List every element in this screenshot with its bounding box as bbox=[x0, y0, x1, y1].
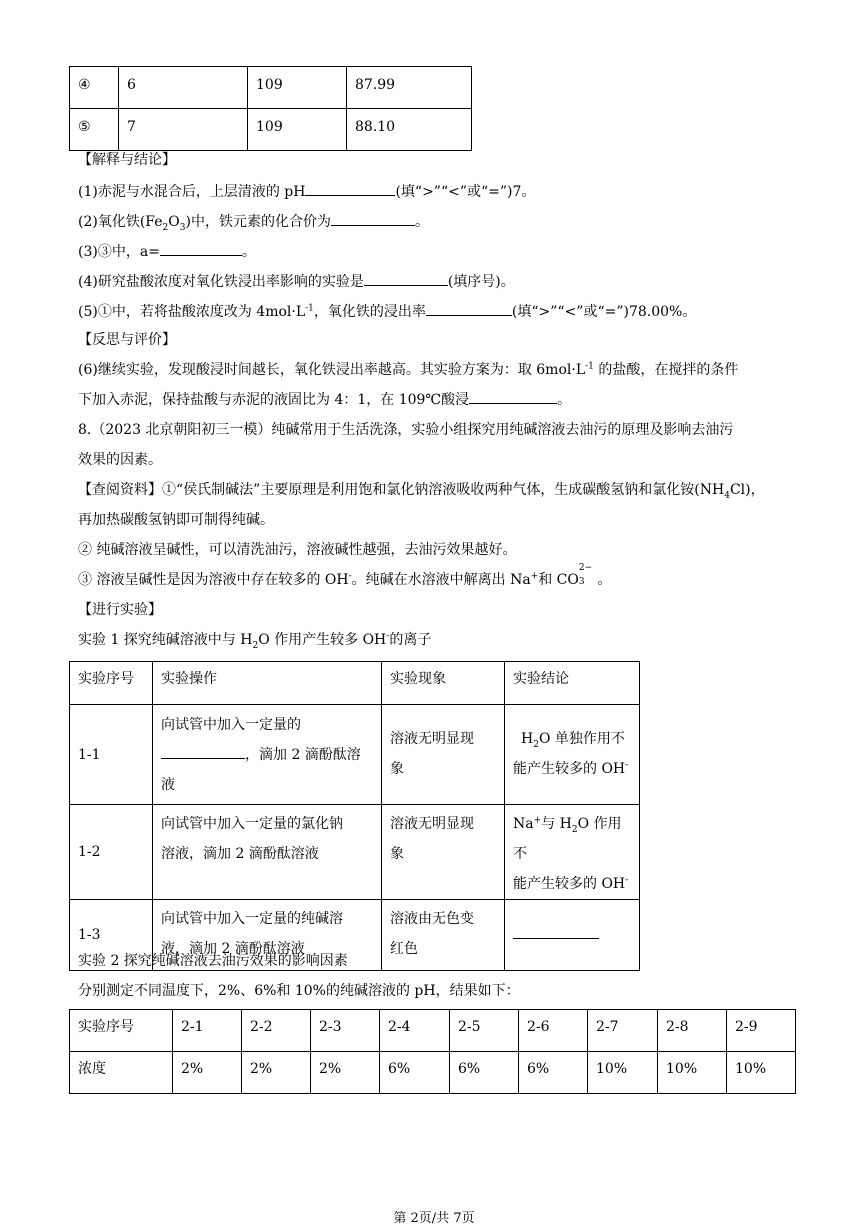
reference-line-4: ③ 溶液呈碱性是因为溶液中存在较多的 OH-。纯碱在水溶液中解离出 Na+和 CO 2− 3 。 bbox=[78, 563, 612, 588]
table-cell: 7 bbox=[119, 109, 248, 151]
table-cell: 实验序号 bbox=[70, 1010, 173, 1052]
table-cell bbox=[505, 900, 640, 971]
experiment-1-table bbox=[69, 661, 640, 971]
question-5: (5)①中，若将盐酸浓度改为 $4mol\cdot L^{-1}$，氧化铁的浸出率 (填“>”“<”或“=”)78.00%。 bbox=[78, 303, 697, 320]
table-cell: 2-1 bbox=[173, 1010, 242, 1052]
table-cell: 1-3 bbox=[70, 900, 153, 971]
table-cell: 2% bbox=[311, 1052, 380, 1094]
answer-blank[interactable] bbox=[305, 195, 395, 196]
table-cell: 2-8 bbox=[658, 1010, 727, 1052]
table-row bbox=[70, 805, 640, 900]
experiment-2-title: 实验 2 探究纯碱溶液去油污效果的影响因素 bbox=[78, 953, 348, 969]
experiment-1-title: 实验 1 探究纯碱溶液中与 $H_2O$ 作用产生较多 OH-的离子 bbox=[78, 631, 432, 651]
question-3: (3)③中，a= 。 bbox=[78, 244, 256, 260]
table-cell: 6% bbox=[519, 1052, 588, 1094]
table-cell: 2-2 bbox=[242, 1010, 311, 1052]
table-cell: 109 bbox=[248, 67, 347, 109]
reference-line-1: 【查阅资料】①“侯氏制碱法”主要原理是利用饱和氯化钠溶液吸收两种气体，生成碳酸氢钠和氯化铵$(NH_4Cl)$， bbox=[78, 482, 765, 501]
result-table-top bbox=[69, 66, 472, 151]
header-cell: 实验操作 bbox=[153, 662, 382, 705]
table-cell: 6% bbox=[450, 1052, 519, 1094]
answer-blank[interactable] bbox=[160, 255, 242, 256]
answer-blank[interactable] bbox=[364, 285, 448, 286]
table-row bbox=[70, 109, 472, 151]
table-cell: 87.99 bbox=[347, 67, 472, 109]
table-cell: 向试管中加入一定量的氯化钠 溶液，滴加 2 滴酚酞溶液 bbox=[153, 805, 382, 900]
question-1: (1)赤泥与水混合后，上层清液的 pH (填“>”“<”或“=”)7。 bbox=[78, 184, 536, 200]
answer-blank[interactable] bbox=[161, 742, 245, 759]
table-cell: 浓度 bbox=[70, 1052, 173, 1094]
page-footer: 第 2页/共 7页 bbox=[393, 1211, 475, 1226]
section-heading: 【反思与评价】 bbox=[78, 332, 176, 348]
table-header-row bbox=[70, 662, 640, 705]
table-cell: 2-6 bbox=[519, 1010, 588, 1052]
table-cell: 10% bbox=[588, 1052, 658, 1094]
table-cell: 10% bbox=[658, 1052, 727, 1094]
table-cell: ④ bbox=[70, 67, 119, 109]
table-cell: 2-3 bbox=[311, 1010, 380, 1052]
table-cell: 10% bbox=[727, 1052, 796, 1094]
answer-blank[interactable] bbox=[469, 403, 557, 404]
table-cell: $H_2O$ 单独作用不 能产生较多的 OH- bbox=[505, 705, 640, 805]
table-cell: 2% bbox=[173, 1052, 242, 1094]
question-6-line-1: (6)继续实验，发现酸浸时间越长，氧化铁浸出率越高。其实验方案为：取 $6mol\cdot L^{-1}$ 的盐酸，在搅拌的条件 bbox=[78, 361, 739, 378]
table-row bbox=[70, 1010, 796, 1052]
table-cell: 6% bbox=[380, 1052, 450, 1094]
question-2: (2)氧化铁$(Fe_2O_3)$中，铁元素的化合价为 。 bbox=[78, 214, 429, 233]
question-6-line-2: 下加入赤泥，保持盐酸与赤泥的液固比为 4：1，在 109℃酸浸 。 bbox=[78, 392, 572, 408]
question-4: (4)研究盐酸浓度对氧化铁浸出率影响的实验是 (填序号)。 bbox=[78, 274, 515, 290]
table-cell: 溶液由无色变 红色 bbox=[382, 900, 505, 971]
section-heading: 【解释与结论】 bbox=[78, 152, 176, 168]
table-cell: 溶液无明显现 象 bbox=[382, 805, 505, 900]
section-heading: 【进行实验】 bbox=[78, 602, 162, 618]
table-cell: 109 bbox=[248, 109, 347, 151]
experiment-2-description: 分别测定不同温度下，2%、6%和 10%的纯碱溶液的 pH，结果如下： bbox=[78, 983, 520, 999]
table-cell: 2-4 bbox=[380, 1010, 450, 1052]
table-cell: 88.10 bbox=[347, 109, 472, 151]
question-8-line-2: 效果的因素。 bbox=[78, 452, 162, 468]
table-cell: 2-7 bbox=[588, 1010, 658, 1052]
answer-blank[interactable] bbox=[513, 934, 599, 939]
answer-blank[interactable] bbox=[426, 315, 512, 316]
table-cell: Na+与 $H_2O$ 作用不 能产生较多的 OH- bbox=[505, 805, 640, 900]
header-cell: 实验现象 bbox=[382, 662, 505, 705]
table-cell: 溶液无明显现 象 bbox=[382, 705, 505, 805]
reference-line-3: ② 纯碱溶液呈碱性，可以清洗油污，溶液碱性越强，去油污效果越好。 bbox=[78, 542, 517, 558]
table-cell: 1-1 bbox=[70, 705, 153, 805]
table-cell: ⑤ bbox=[70, 109, 119, 151]
table-cell: 2-5 bbox=[450, 1010, 519, 1052]
header-cell: 实验序号 bbox=[70, 662, 153, 705]
table-row bbox=[70, 705, 640, 805]
question-8-line-1: 8.（2023 北京朝阳初三一模）纯碱常用于生活洗涤，实验小组探究用纯碱溶液去油污的原理及影响去油污 bbox=[78, 422, 734, 438]
table-cell: 2-9 bbox=[727, 1010, 796, 1052]
table-cell: 6 bbox=[119, 67, 248, 109]
experiment-2-table bbox=[69, 1009, 796, 1094]
table-cell: 2% bbox=[242, 1052, 311, 1094]
table-cell: 向试管中加入一定量的纯碱溶 液，滴加 2 滴酚酞溶液 bbox=[153, 900, 382, 971]
answer-blank[interactable] bbox=[331, 225, 415, 226]
table-row bbox=[70, 67, 472, 109]
reference-line-2: 再加热碳酸氢钠即可制得纯碱。 bbox=[78, 512, 274, 528]
table-cell: 1-2 bbox=[70, 805, 153, 900]
table-cell: 向试管中加入一定量的 ，滴加 2 滴酚酞溶 液 bbox=[153, 705, 382, 805]
table-row bbox=[70, 1052, 796, 1094]
header-cell: 实验结论 bbox=[505, 662, 640, 705]
